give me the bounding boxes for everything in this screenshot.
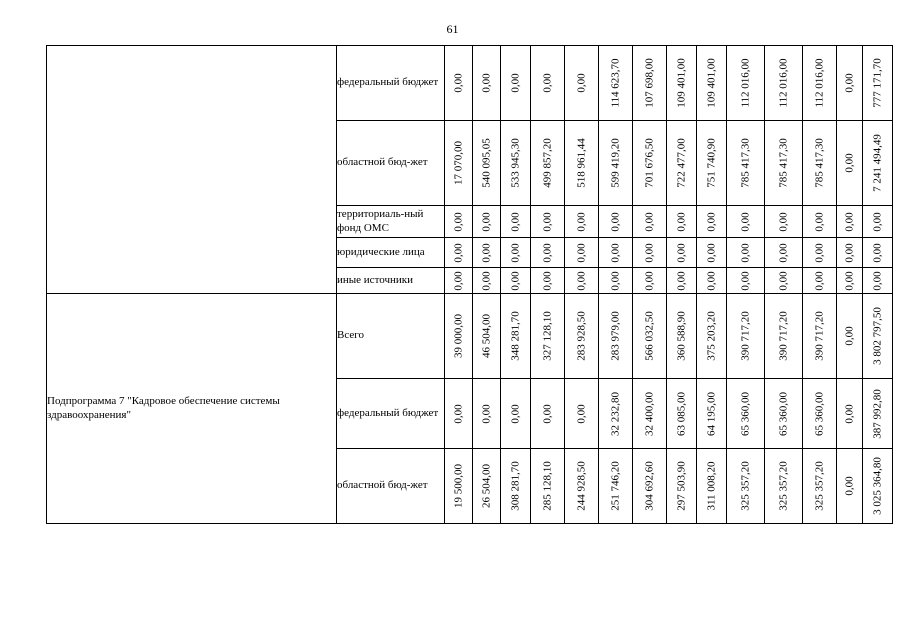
cell-value: 251 746,20 [609,461,621,511]
value-cell [445,46,473,121]
value-cell [633,121,667,206]
cell-value: 777 171,70 [871,58,883,108]
cell-value: 64 195,00 [705,391,717,436]
cell-value: 701 676,50 [643,138,655,188]
value-cell [667,268,697,294]
cell-value: 0,00 [813,211,825,232]
cell-value: 0,00 [843,476,855,496]
value-cell [727,206,765,238]
cell-value: 17 070,00 [452,141,464,185]
value-cell [863,379,893,449]
cell-value: 0,00 [705,242,717,263]
cell-value: 0,00 [675,211,687,232]
cell-value: 0,00 [575,270,587,291]
funding-source-cell: иные источники [337,268,445,294]
cell-value: 540 095,05 [480,138,492,188]
value-cell [667,449,697,524]
cell-value: 0,00 [541,270,553,291]
cell-value: 0,00 [739,211,751,232]
cell-value: 26 504,00 [480,464,492,508]
cell-value: 325 357,20 [777,461,789,511]
cell-value: 112 016,00 [777,58,789,108]
value-cell [531,449,565,524]
value-cell [697,268,727,294]
cell-value: 0,00 [575,211,587,232]
value-cell [473,46,501,121]
value-cell [531,206,565,238]
cell-value: 325 357,20 [813,461,825,511]
value-cell [765,379,803,449]
value-cell [697,449,727,524]
value-cell [727,238,765,268]
value-cell [599,379,633,449]
cell-value: 3 025 364,80 [871,457,883,515]
value-cell [445,238,473,268]
cell-value: 518 961,44 [575,138,587,188]
value-cell [473,379,501,449]
cell-value: 0,00 [643,270,655,291]
budget-table [46,45,893,524]
cell-value: 722 477,00 [675,138,687,188]
funding-source-cell: федеральный бюджет [337,46,445,121]
value-cell [599,449,633,524]
cell-value: 360 588,90 [675,311,687,361]
cell-value: 499 857,20 [541,138,553,188]
cell-value: 283 928,50 [575,311,587,361]
value-cell [599,268,633,294]
cell-value: 785 417,30 [777,138,789,188]
cell-value: 0,00 [480,211,492,232]
cell-value: 0,00 [452,211,464,232]
cell-value: 0,00 [739,242,751,263]
value-cell [667,46,697,121]
cell-value: 0,00 [609,242,621,263]
cell-value: 0,00 [843,403,855,424]
value-cell [803,294,837,379]
cell-value: 0,00 [509,242,521,263]
cell-value: 109 401,00 [705,58,717,108]
cell-value: 785 417,30 [739,138,751,188]
value-cell [863,206,893,238]
value-cell [765,206,803,238]
program-name-cell [47,46,337,294]
cell-value: 0,00 [509,270,521,291]
cell-value: 0,00 [843,326,855,346]
cell-value: 63 085,00 [675,391,687,436]
value-cell [531,294,565,379]
value-cell [633,238,667,268]
cell-value: 0,00 [452,73,464,93]
value-cell [803,238,837,268]
value-cell [765,294,803,379]
value-cell [501,46,531,121]
funding-source-cell: областной бюд-жет [337,449,445,524]
cell-value: 112 016,00 [813,58,825,108]
cell-value: 325 357,20 [739,461,751,511]
value-cell [565,238,599,268]
cell-value: 3 802 797,50 [871,307,883,365]
value-cell [837,206,863,238]
value-cell [667,238,697,268]
cell-value: 0,00 [452,242,464,263]
table-row [47,46,893,121]
funding-source-cell: областной бюд-жет [337,121,445,206]
value-cell [501,238,531,268]
value-cell [727,268,765,294]
value-cell [633,294,667,379]
cell-value: 0,00 [609,270,621,291]
cell-value: 304 692,60 [643,461,655,511]
cell-value: 32 232,80 [609,391,621,436]
value-cell [803,379,837,449]
value-cell [765,449,803,524]
value-cell [599,206,633,238]
cell-value: 0,00 [843,211,855,232]
cell-value: 32 400,00 [643,391,655,436]
value-cell [727,46,765,121]
cell-value: 65 360,00 [777,391,789,436]
value-cell [697,46,727,121]
value-cell [727,294,765,379]
value-cell [633,268,667,294]
cell-value: 566 032,50 [643,311,655,361]
cell-value: 109 401,00 [675,58,687,108]
cell-value: 0,00 [813,270,825,291]
cell-value: 0,00 [705,211,717,232]
value-cell [565,206,599,238]
cell-value: 327 128,10 [541,311,553,361]
cell-value: 0,00 [480,73,492,93]
cell-value: 785 417,30 [813,138,825,188]
value-cell [837,294,863,379]
cell-value: 390 717,20 [813,311,825,361]
cell-value: 0,00 [541,211,553,232]
cell-value: 0,00 [871,211,883,232]
cell-value: 0,00 [777,270,789,291]
value-cell [445,379,473,449]
cell-value: 0,00 [813,242,825,263]
cell-value: 0,00 [452,270,464,291]
value-cell [501,121,531,206]
value-cell [837,379,863,449]
value-cell [863,238,893,268]
cell-value: 0,00 [871,242,883,263]
value-cell [697,206,727,238]
value-cell [667,379,697,449]
value-cell [727,121,765,206]
cell-value: 0,00 [575,73,587,93]
value-cell [697,294,727,379]
cell-value: 0,00 [777,211,789,232]
cell-value: 375 203,20 [705,311,717,361]
page-number: 61 [446,22,459,36]
value-cell [633,379,667,449]
cell-value: 0,00 [843,153,855,173]
cell-value: 0,00 [480,403,492,424]
value-cell [531,238,565,268]
value-cell [837,121,863,206]
value-cell [473,238,501,268]
cell-value: 0,00 [452,403,464,424]
value-cell [667,294,697,379]
value-cell [501,206,531,238]
cell-value: 533 945,30 [509,138,521,188]
value-cell [565,121,599,206]
cell-value: 65 360,00 [813,391,825,436]
value-cell [863,294,893,379]
value-cell [599,121,633,206]
cell-value: 0,00 [843,270,855,291]
cell-value: 0,00 [705,270,717,291]
cell-value: 599 419,20 [609,138,621,188]
value-cell [803,449,837,524]
cell-value: 0,00 [541,73,553,93]
cell-value: 19 500,00 [452,464,464,508]
cell-value: 39 000,00 [452,314,464,358]
cell-value: 387 992,80 [871,388,883,439]
value-cell [697,238,727,268]
cell-value: 114 623,70 [609,58,621,108]
cell-value: 46 504,00 [480,314,492,358]
cell-value: 0,00 [643,242,655,263]
cell-value: 390 717,20 [739,311,751,361]
value-cell [445,268,473,294]
cell-value: 0,00 [509,73,521,93]
funding-source-cell: Всего [337,294,445,379]
value-cell [837,46,863,121]
cell-value: 311 008,20 [705,461,717,511]
value-cell [697,121,727,206]
table-row [47,294,893,379]
value-cell [803,46,837,121]
cell-value: 297 503,90 [675,461,687,511]
value-cell [863,121,893,206]
value-cell [445,121,473,206]
cell-value: 0,00 [575,242,587,263]
value-cell [803,206,837,238]
cell-value: 308 281,70 [509,461,521,511]
value-cell [599,46,633,121]
funding-source-cell: юридические лица [337,238,445,268]
value-cell [837,449,863,524]
value-cell [445,449,473,524]
cell-value: 390 717,20 [777,311,789,361]
value-cell [803,121,837,206]
value-cell [501,449,531,524]
value-cell [565,294,599,379]
value-cell [473,294,501,379]
value-cell [473,268,501,294]
value-cell [501,294,531,379]
value-cell [837,268,863,294]
cell-value: 0,00 [843,242,855,263]
value-cell [727,449,765,524]
value-cell [565,379,599,449]
cell-value: 0,00 [843,73,855,93]
cell-value: 0,00 [509,211,521,232]
funding-source-cell: федеральный бюджет [337,379,445,449]
cell-value: 0,00 [609,211,621,232]
cell-value: 0,00 [675,242,687,263]
value-cell [599,294,633,379]
value-cell [837,238,863,268]
value-cell [765,121,803,206]
value-cell [473,449,501,524]
value-cell [863,268,893,294]
value-cell [473,206,501,238]
value-cell [565,268,599,294]
value-cell [667,206,697,238]
value-cell [803,268,837,294]
value-cell [565,449,599,524]
cell-value: 0,00 [509,403,521,424]
value-cell [501,379,531,449]
cell-value: 7 241 494,49 [871,134,883,192]
cell-value: 285 128,10 [541,461,553,511]
value-cell [531,121,565,206]
cell-value: 283 979,00 [609,311,621,361]
funding-source-cell: территориаль-ный фонд ОМС [337,206,445,238]
value-cell [565,46,599,121]
value-cell [531,46,565,121]
value-cell [445,294,473,379]
cell-value: 0,00 [871,270,883,291]
cell-value: 65 360,00 [739,391,751,436]
value-cell [727,379,765,449]
value-cell [633,206,667,238]
cell-value: 348 281,70 [509,311,521,361]
value-cell [445,206,473,238]
value-cell [863,449,893,524]
value-cell [765,46,803,121]
value-cell [667,121,697,206]
value-cell [531,268,565,294]
value-cell [765,238,803,268]
value-cell [863,46,893,121]
cell-value: 107 698,00 [643,58,655,108]
cell-value: 0,00 [480,270,492,291]
cell-value: 0,00 [541,403,553,424]
value-cell [531,379,565,449]
cell-value: 0,00 [541,242,553,263]
value-cell [501,268,531,294]
cell-value: 112 016,00 [739,58,751,108]
value-cell [765,268,803,294]
program-name-cell: Подпрограмма 7 "Кадровое обеспечение системы здравоохранения" [47,294,337,524]
value-cell [473,121,501,206]
value-cell [633,46,667,121]
value-cell [599,238,633,268]
value-cell [633,449,667,524]
cell-value: 0,00 [675,270,687,291]
cell-value: 0,00 [777,242,789,263]
cell-value: 0,00 [575,403,587,424]
cell-value: 0,00 [643,211,655,232]
cell-value: 751 740,90 [705,138,717,188]
cell-value: 0,00 [480,242,492,263]
value-cell [697,379,727,449]
cell-value: 244 928,50 [575,461,587,511]
cell-value: 0,00 [739,270,751,291]
